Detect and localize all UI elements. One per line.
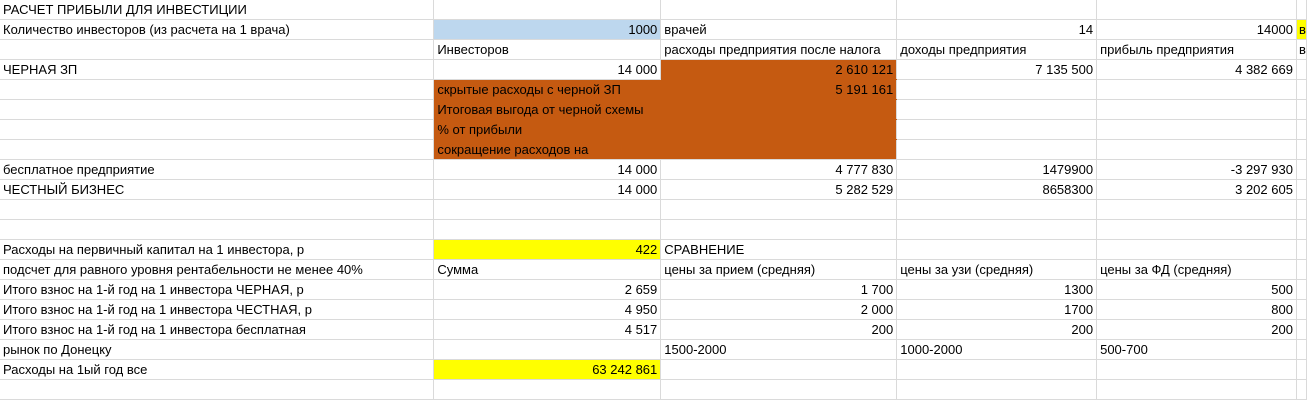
cell[interactable]	[1296, 240, 1306, 260]
cell[interactable]	[1296, 320, 1306, 340]
cell[interactable]	[0, 120, 434, 140]
cell-value[interactable]: 14	[897, 20, 1097, 40]
cell-label[interactable]: ЧЕРНАЯ ЗП	[0, 60, 434, 80]
cell-value[interactable]: 5 282 529	[661, 180, 897, 200]
cell[interactable]	[1296, 80, 1306, 100]
cell-truncated[interactable]: в	[1296, 20, 1306, 40]
cell-value[interactable]: 500	[1097, 280, 1297, 300]
cell-value[interactable]: 14 000	[434, 180, 661, 200]
row-honest-business	[0, 180, 1307, 200]
cell-value[interactable]: 14 000	[434, 160, 661, 180]
cell[interactable]	[1296, 260, 1306, 280]
cell[interactable]	[434, 380, 661, 400]
cell[interactable]	[1296, 280, 1306, 300]
cell[interactable]	[1097, 220, 1297, 240]
cell[interactable]	[1097, 200, 1297, 220]
cell-value[interactable]	[661, 100, 897, 120]
row-contribution-honest	[0, 300, 1307, 320]
cell[interactable]	[1296, 0, 1306, 20]
cell[interactable]	[897, 240, 1097, 260]
cell[interactable]	[897, 380, 1097, 400]
cell-label[interactable]: % от прибыли	[434, 120, 661, 140]
cell[interactable]	[1097, 120, 1297, 140]
row-profitability-header	[0, 260, 1307, 280]
cell[interactable]	[897, 100, 1097, 120]
cell[interactable]	[1296, 360, 1306, 380]
cell[interactable]	[1097, 140, 1297, 160]
cell[interactable]	[1296, 380, 1306, 400]
cell-investor-count[interactable]: 1000	[434, 20, 661, 40]
cell[interactable]	[1296, 140, 1306, 160]
cell[interactable]	[434, 220, 661, 240]
cell-value[interactable]: 2 610 121	[661, 60, 897, 80]
cell[interactable]	[0, 220, 434, 240]
row-title	[0, 0, 1307, 20]
cell[interactable]	[1296, 200, 1306, 220]
cell[interactable]	[897, 140, 1097, 160]
cell-header[interactable]: цены за узи (средняя)	[897, 260, 1097, 280]
cell[interactable]	[1296, 220, 1306, 240]
cell-label[interactable]: ЧЕСТНЫЙ БИЗНЕС	[0, 180, 434, 200]
cell-value[interactable]: 200	[661, 320, 897, 340]
cell[interactable]	[0, 100, 434, 120]
row-headers	[0, 40, 1307, 60]
cell-value[interactable]: 2 000	[661, 300, 897, 320]
cell-range[interactable]: 500-700	[1097, 340, 1297, 360]
row-free-enterprise	[0, 160, 1307, 180]
cell[interactable]	[661, 0, 897, 20]
row-cost-reduction	[0, 140, 1307, 160]
cell-label[interactable]: Итоговая выгода от черной схемы	[434, 100, 661, 120]
cell[interactable]	[0, 80, 434, 100]
cell-label[interactable]: сокращение расходов на	[434, 140, 661, 160]
cell-label[interactable]: Итого взнос на 1-й год на 1 инвестора бесплатная	[0, 320, 434, 340]
cell[interactable]	[1097, 80, 1297, 100]
cell-value[interactable]: 4 382 669	[1097, 60, 1297, 80]
cell[interactable]	[434, 340, 661, 360]
cell-range[interactable]: 1500-2000	[661, 340, 897, 360]
cell-header[interactable]: Сумма	[434, 260, 661, 280]
cell-value[interactable]: 422	[434, 240, 661, 260]
row-initial-capital	[0, 240, 1307, 260]
cell-range[interactable]: 1000-2000	[897, 340, 1097, 360]
cell-header[interactable]: прибыль предприятия	[1097, 40, 1297, 60]
cell[interactable]	[0, 40, 434, 60]
row-first-year-total	[0, 360, 1307, 380]
cell-header[interactable]: расходы предприятия после налога	[661, 40, 897, 60]
cell-value[interactable]: 4 950	[434, 300, 661, 320]
cell-value[interactable]: 7 135 500	[897, 60, 1097, 80]
cell-doctors-label[interactable]: врачей	[661, 20, 897, 40]
cell-header[interactable]: цены за ФД (средняя)	[1097, 260, 1297, 280]
row-profit-percent	[0, 120, 1307, 140]
cell-label[interactable]: Расходы на первичный капитал на 1 инвестора, р	[0, 240, 434, 260]
cell-label[interactable]: Итого взнос на 1-й год на 1 инвестора ЧЕРНАЯ, р	[0, 280, 434, 300]
cell-truncated[interactable]: в	[1296, 40, 1306, 60]
row-empty	[0, 200, 1307, 220]
cell[interactable]	[1296, 100, 1306, 120]
cell-label[interactable]: бесплатное предприятие	[0, 160, 434, 180]
cell-value[interactable]: 4 777 830	[661, 160, 897, 180]
cell-label[interactable]: Расходы на 1ый год все	[0, 360, 434, 380]
row-empty	[0, 220, 1307, 240]
cell[interactable]	[661, 220, 897, 240]
cell-value[interactable]	[661, 140, 897, 160]
cell[interactable]	[1296, 300, 1306, 320]
cell-value[interactable]	[661, 120, 897, 140]
cell[interactable]	[1097, 100, 1297, 120]
cell-label[interactable]: рынок по Донецку	[0, 340, 434, 360]
cell[interactable]	[1296, 60, 1306, 80]
cell[interactable]	[1097, 380, 1297, 400]
cell-value[interactable]: 800	[1097, 300, 1297, 320]
cell-label[interactable]: Итого взнос на 1-й год на 1 инвестора ЧЕСТНАЯ, р	[0, 300, 434, 320]
row-black-salary	[0, 60, 1307, 80]
cell-comparison-label[interactable]: СРАВНЕНИЕ	[661, 240, 897, 260]
row-black-scheme-benefit	[0, 100, 1307, 120]
cell-header[interactable]: Инвесторов	[434, 40, 661, 60]
cell-value[interactable]: 4 517	[434, 320, 661, 340]
cell[interactable]	[897, 0, 1097, 20]
cell-value[interactable]: 1 700	[661, 280, 897, 300]
cell-value[interactable]: 14000	[1097, 20, 1297, 40]
cell-value[interactable]: 1300	[897, 280, 1097, 300]
row-contribution-black	[0, 280, 1307, 300]
cell[interactable]	[661, 380, 897, 400]
cell-value[interactable]: 8658300	[897, 180, 1097, 200]
cell[interactable]	[1296, 340, 1306, 360]
cell-value[interactable]: 200	[897, 320, 1097, 340]
cell-title[interactable]: РАСЧЕТ ПРИБЫЛИ ДЛЯ ИНВЕСТИЦИИ	[0, 0, 434, 20]
cell[interactable]	[1097, 240, 1297, 260]
cell-label[interactable]: Количество инвесторов (из расчета на 1 врача)	[0, 20, 434, 40]
cell-label[interactable]: скрытые расходы с черной ЗП	[434, 80, 661, 100]
cell[interactable]	[897, 120, 1097, 140]
cell[interactable]	[0, 140, 434, 160]
cell-header[interactable]: цены за прием (средняя)	[661, 260, 897, 280]
cell[interactable]	[661, 360, 897, 380]
cell-value[interactable]: 63 242 861	[434, 360, 661, 380]
cell-value[interactable]: 5 191 161	[661, 80, 897, 100]
cell-label[interactable]: подсчет для равного уровня рентабельности не менее 40%	[0, 260, 434, 280]
cell-value[interactable]: 1479900	[897, 160, 1097, 180]
cell[interactable]	[1296, 180, 1306, 200]
cell[interactable]	[0, 200, 434, 220]
cell[interactable]	[434, 0, 661, 20]
cell-value[interactable]: 200	[1097, 320, 1297, 340]
cell-value[interactable]: 1700	[897, 300, 1097, 320]
cell[interactable]	[897, 80, 1097, 100]
cell[interactable]	[897, 360, 1097, 380]
cell-header[interactable]: доходы предприятия	[897, 40, 1097, 60]
cell[interactable]	[1097, 360, 1297, 380]
cell[interactable]	[434, 200, 661, 220]
row-contribution-free	[0, 320, 1307, 340]
cell[interactable]	[661, 200, 897, 220]
row-investor-count	[0, 20, 1307, 40]
cell-value[interactable]: 14 000	[434, 60, 661, 80]
cell-value[interactable]: 3 202 605	[1097, 180, 1297, 200]
cell-value[interactable]: 2 659	[434, 280, 661, 300]
row-donetsk-market	[0, 340, 1307, 360]
cell-value[interactable]: -3 297 930	[1097, 160, 1297, 180]
row-hidden-costs	[0, 80, 1307, 100]
cell[interactable]	[1097, 0, 1297, 20]
row-empty	[0, 380, 1307, 400]
cell[interactable]	[1296, 160, 1306, 180]
cell[interactable]	[897, 220, 1097, 240]
cell[interactable]	[897, 200, 1097, 220]
cell[interactable]	[1296, 120, 1306, 140]
cell[interactable]	[0, 380, 434, 400]
